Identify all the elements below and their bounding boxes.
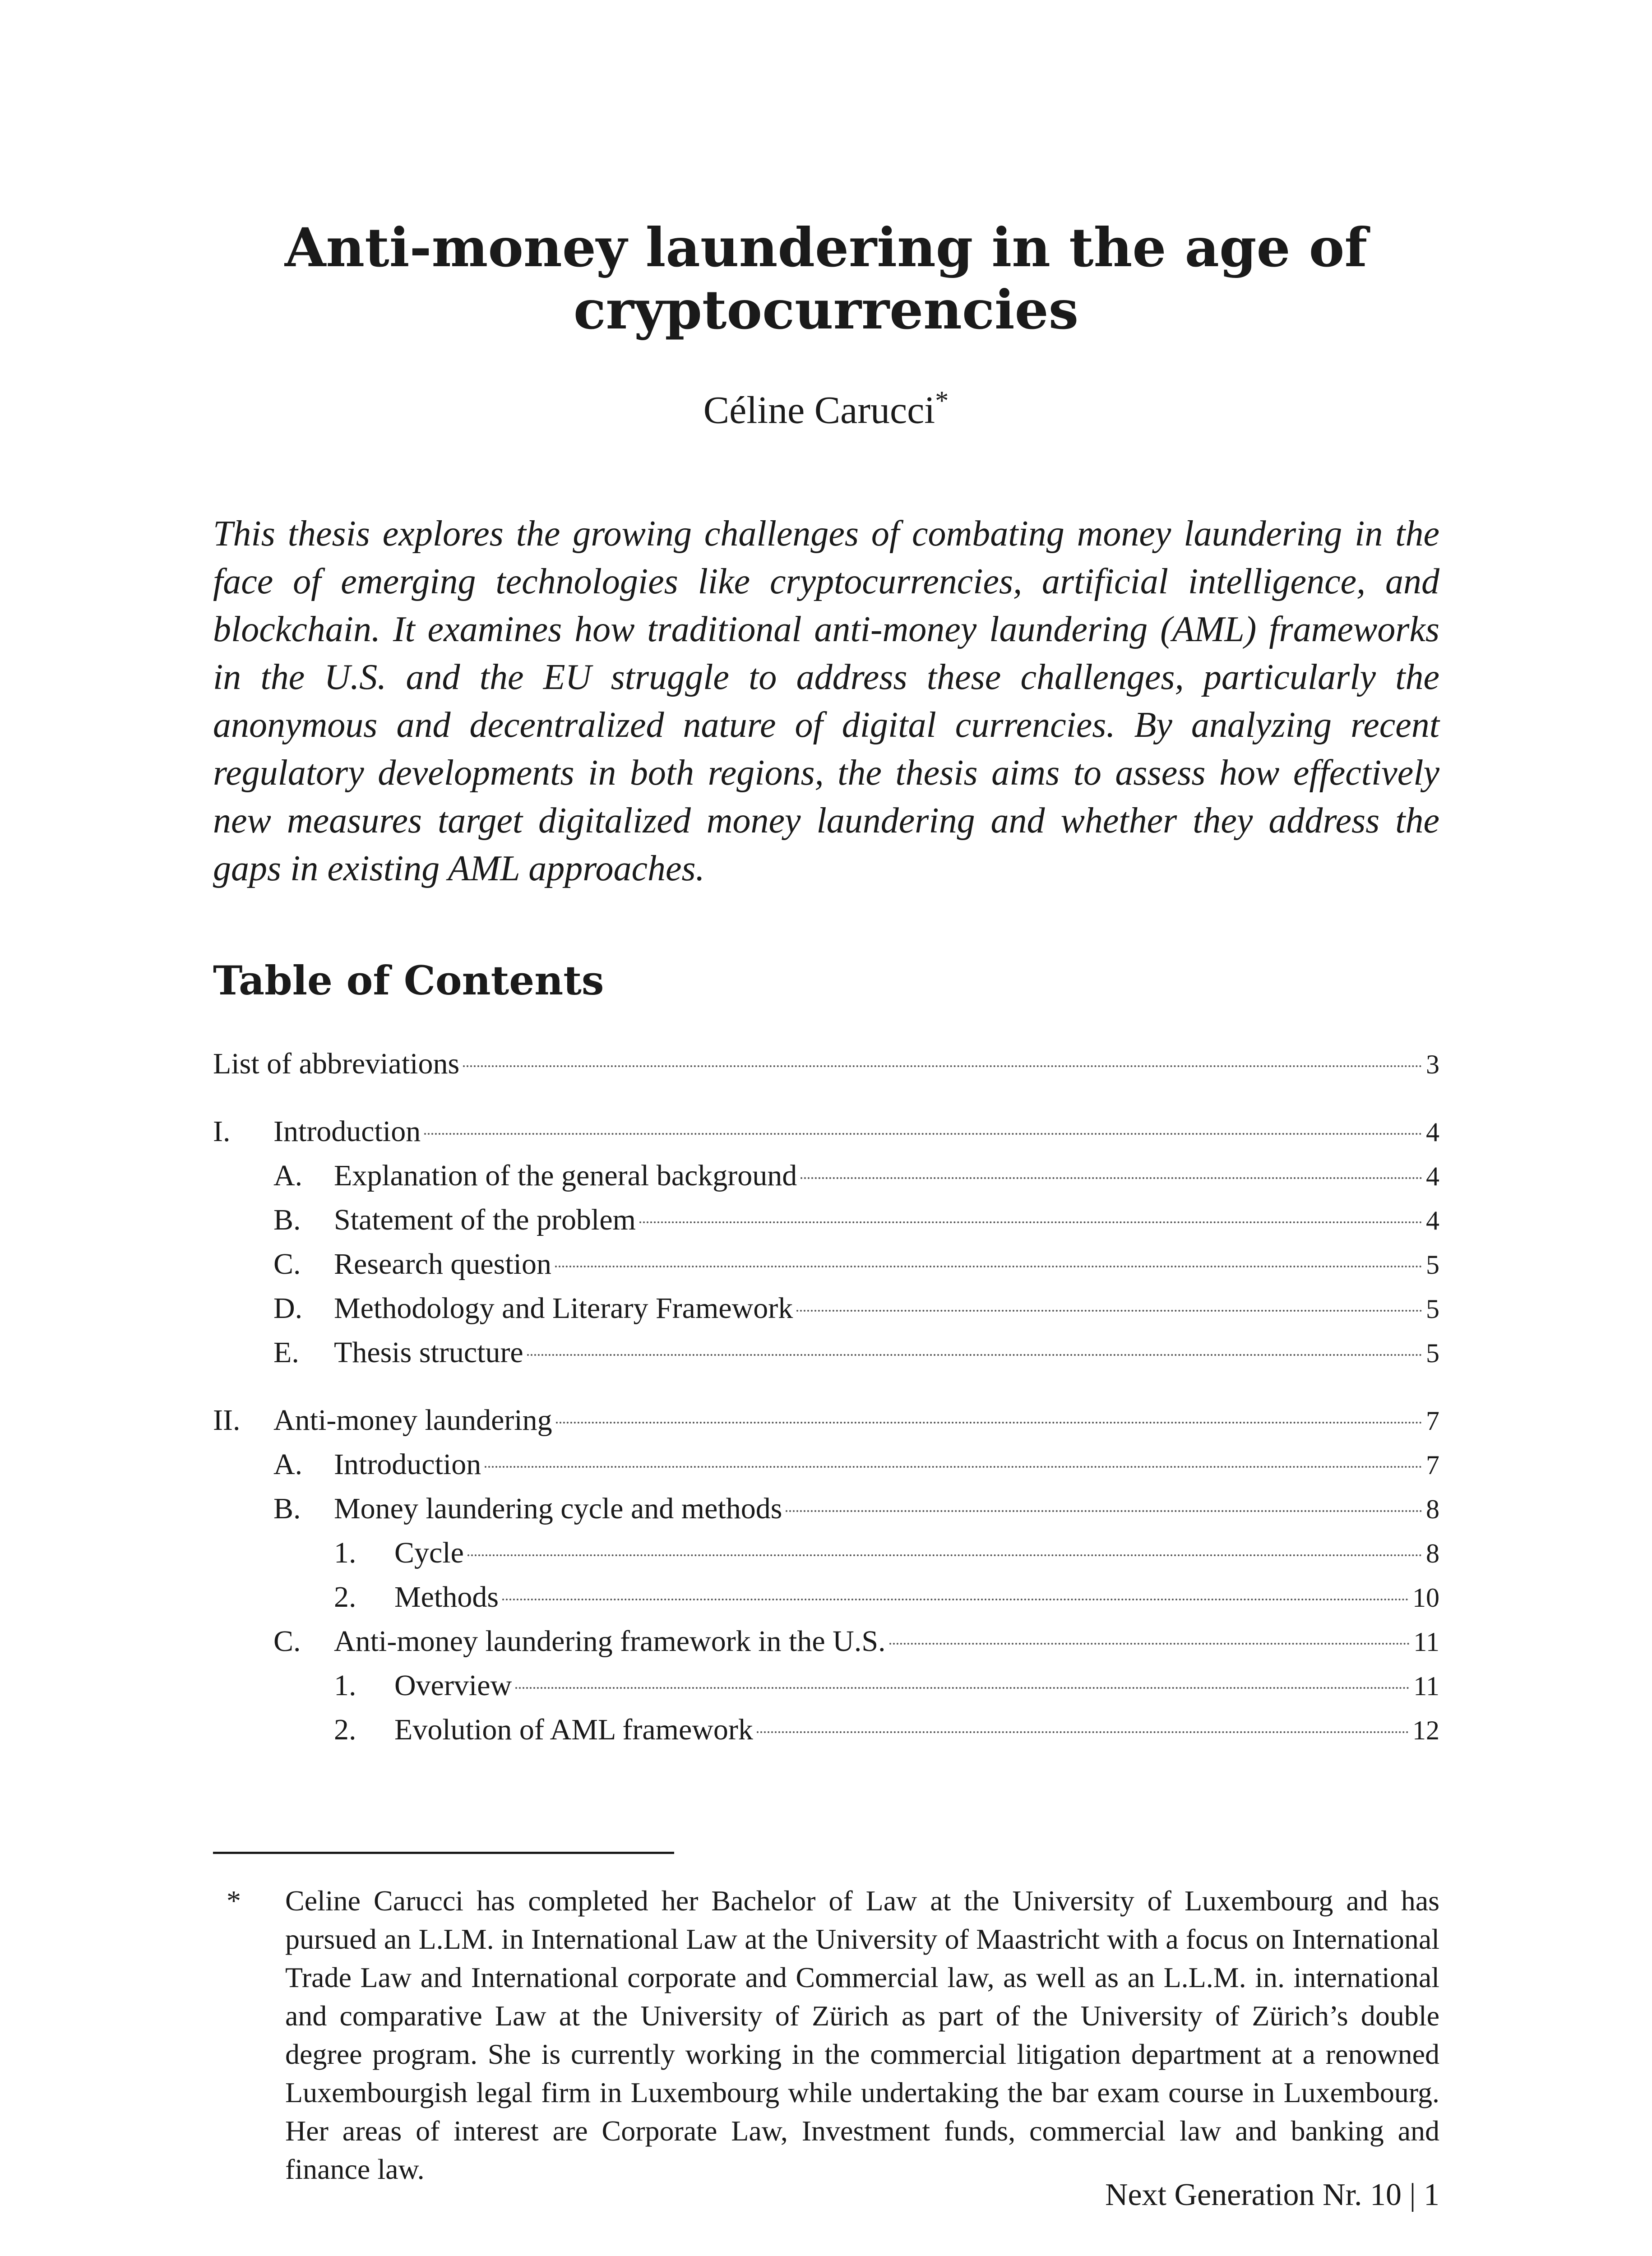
- toc-dot-leader: [485, 1466, 1422, 1468]
- author-name: Céline Carucci: [703, 388, 935, 432]
- toc-entry[interactable]: [213, 1159, 1439, 1195]
- toc-entry-page: 11: [1413, 1671, 1439, 1701]
- toc-entry-page: 7: [1426, 1406, 1439, 1436]
- toc-entry-number: II.: [213, 1404, 241, 1437]
- toc-entry-page: 5: [1426, 1338, 1439, 1368]
- toc-entry-number: 1.: [334, 1669, 356, 1702]
- toc-entry-label: Cycle: [394, 1536, 464, 1569]
- toc-entry-number: 1.: [334, 1536, 356, 1569]
- toc-entry[interactable]: [213, 1047, 1439, 1083]
- toc-entry[interactable]: [213, 1447, 1439, 1484]
- toc-entry-label: Money laundering cycle and methods: [334, 1492, 782, 1525]
- toc-entry[interactable]: [213, 1336, 1439, 1372]
- toc-entry-page: 8: [1426, 1539, 1439, 1568]
- toc-dot-leader: [463, 1065, 1422, 1067]
- toc-entry-page: 3: [1426, 1049, 1439, 1079]
- article-title: [0, 217, 1652, 341]
- toc-entry-label: Overview: [394, 1669, 512, 1702]
- title-line-1: Anti-money laundering in the age of: [284, 216, 1368, 279]
- title-line-2: cryptocurrencies: [573, 278, 1079, 341]
- toc-entry-label: Anti-money laundering framework in the U.S.: [334, 1625, 886, 1658]
- toc-dot-leader: [639, 1221, 1422, 1223]
- toc-entry-number: 2.: [334, 1581, 356, 1613]
- toc-entry-label: Anti-money laundering: [273, 1404, 552, 1437]
- toc-entry-number: B.: [273, 1492, 301, 1525]
- toc-entry-label: Methodology and Literary Framework: [334, 1292, 793, 1325]
- toc-entry[interactable]: [213, 1203, 1439, 1239]
- author-footnote-mark[interactable]: *: [935, 386, 949, 416]
- footnote-divider: [213, 1852, 674, 1854]
- toc-entry-label: Methods: [394, 1581, 499, 1613]
- page-footer: Next Generation Nr. 10 | 1: [1105, 2177, 1439, 2212]
- toc-dot-leader: [757, 1731, 1409, 1733]
- toc-entry-number: 2.: [334, 1713, 356, 1746]
- toc-dot-leader: [515, 1687, 1410, 1689]
- toc-entry-number: E.: [273, 1336, 299, 1369]
- toc-entry-number: I.: [213, 1115, 231, 1148]
- toc-entry-page: 7: [1426, 1450, 1439, 1480]
- toc-entry[interactable]: [213, 1713, 1439, 1749]
- footnote-text: Celine Carucci has completed her Bachelor of Law at the University of Luxembourg and has pursued an L.LM. in International Law at the University of Maastricht with a focus on International Trade Law and International corporate and Commercial law, as well as an L.L.M. in. international and comparative Law at the University of Zürich as part of the University of Zürich’s double degree program. She is currently working in the commercial litigation department at a renowned Luxembourgish legal firm in Luxembourg while undertaking the bar exam course in Luxembourg. Her areas of interest are Corporate Law, Investment funds, commercial law and banking and finance law.: [285, 1885, 1439, 2185]
- toc-dot-leader: [801, 1177, 1422, 1179]
- toc-entry[interactable]: [213, 1492, 1439, 1528]
- toc-entry[interactable]: [213, 1403, 1439, 1439]
- toc-entry[interactable]: [213, 1114, 1439, 1151]
- toc-entry-page: 4: [1426, 1117, 1439, 1147]
- toc-dot-leader: [424, 1133, 1422, 1135]
- toc-entry-number: A.: [273, 1448, 303, 1481]
- toc-entry-label: Statement of the problem: [334, 1203, 636, 1236]
- toc-dot-leader: [889, 1643, 1410, 1645]
- toc-entry-label: Evolution of AML framework: [394, 1713, 753, 1746]
- toc-entry-label: Thesis structure: [334, 1336, 523, 1369]
- toc-entry[interactable]: [213, 1624, 1439, 1660]
- toc-entry-label: Explanation of the general background: [334, 1159, 797, 1192]
- abstract: This thesis explores the growing challenges of combating money laundering in the face of emerging technologies like cryptocurrencies, artificial intelligence, and blockchain. It examines how traditional anti-money laundering (AML) frameworks in the U.S. and the EU struggle to address these challenges, particularly the anonymous and decentralized nature of digital currencies. By analyzing recent regulatory developments in both regions, the thesis aims to assess how effectively new measures target digitalized money laundering and whether they address the gaps in existing AML approaches.: [213, 514, 1439, 888]
- toc-heading: Table of Contents: [213, 957, 604, 1004]
- toc-dot-leader: [502, 1599, 1409, 1600]
- toc-entry-page: 5: [1426, 1250, 1439, 1280]
- toc-entry-label: List of abbreviations: [213, 1047, 460, 1080]
- toc-entry-page: 5: [1426, 1294, 1439, 1324]
- toc-entry-page: 8: [1426, 1494, 1439, 1524]
- toc-entry-number: D.: [273, 1292, 303, 1325]
- toc-entry-number: B.: [273, 1203, 301, 1236]
- toc-entry-number: A.: [273, 1159, 303, 1192]
- toc-dot-leader: [556, 1422, 1422, 1424]
- toc-dot-leader: [527, 1354, 1422, 1356]
- author-line: [0, 378, 1652, 433]
- toc-entry[interactable]: [213, 1580, 1439, 1616]
- toc-dot-leader: [796, 1310, 1422, 1312]
- toc-dot-leader: [555, 1266, 1422, 1267]
- toc-entry-page: 11: [1413, 1627, 1439, 1657]
- toc-entry[interactable]: [213, 1291, 1439, 1327]
- toc-entry-label: Introduction: [334, 1448, 481, 1481]
- toc-entry-label: Introduction: [273, 1115, 421, 1148]
- toc-entry-page: 4: [1426, 1206, 1439, 1235]
- toc-entry[interactable]: [213, 1669, 1439, 1705]
- toc-entry-page: 12: [1412, 1715, 1439, 1745]
- toc-entry-number: C.: [273, 1625, 301, 1658]
- toc-dot-leader: [467, 1554, 1422, 1556]
- toc-entry-number: C.: [273, 1248, 301, 1281]
- toc-entry-page: 10: [1412, 1583, 1439, 1613]
- footnote-mark: *: [227, 1885, 241, 1917]
- toc-entry-label: Research question: [334, 1248, 552, 1281]
- toc-dot-leader: [786, 1510, 1422, 1512]
- toc-entry[interactable]: [213, 1247, 1439, 1283]
- toc-entry-page: 4: [1426, 1161, 1439, 1191]
- toc-entry[interactable]: [213, 1536, 1439, 1572]
